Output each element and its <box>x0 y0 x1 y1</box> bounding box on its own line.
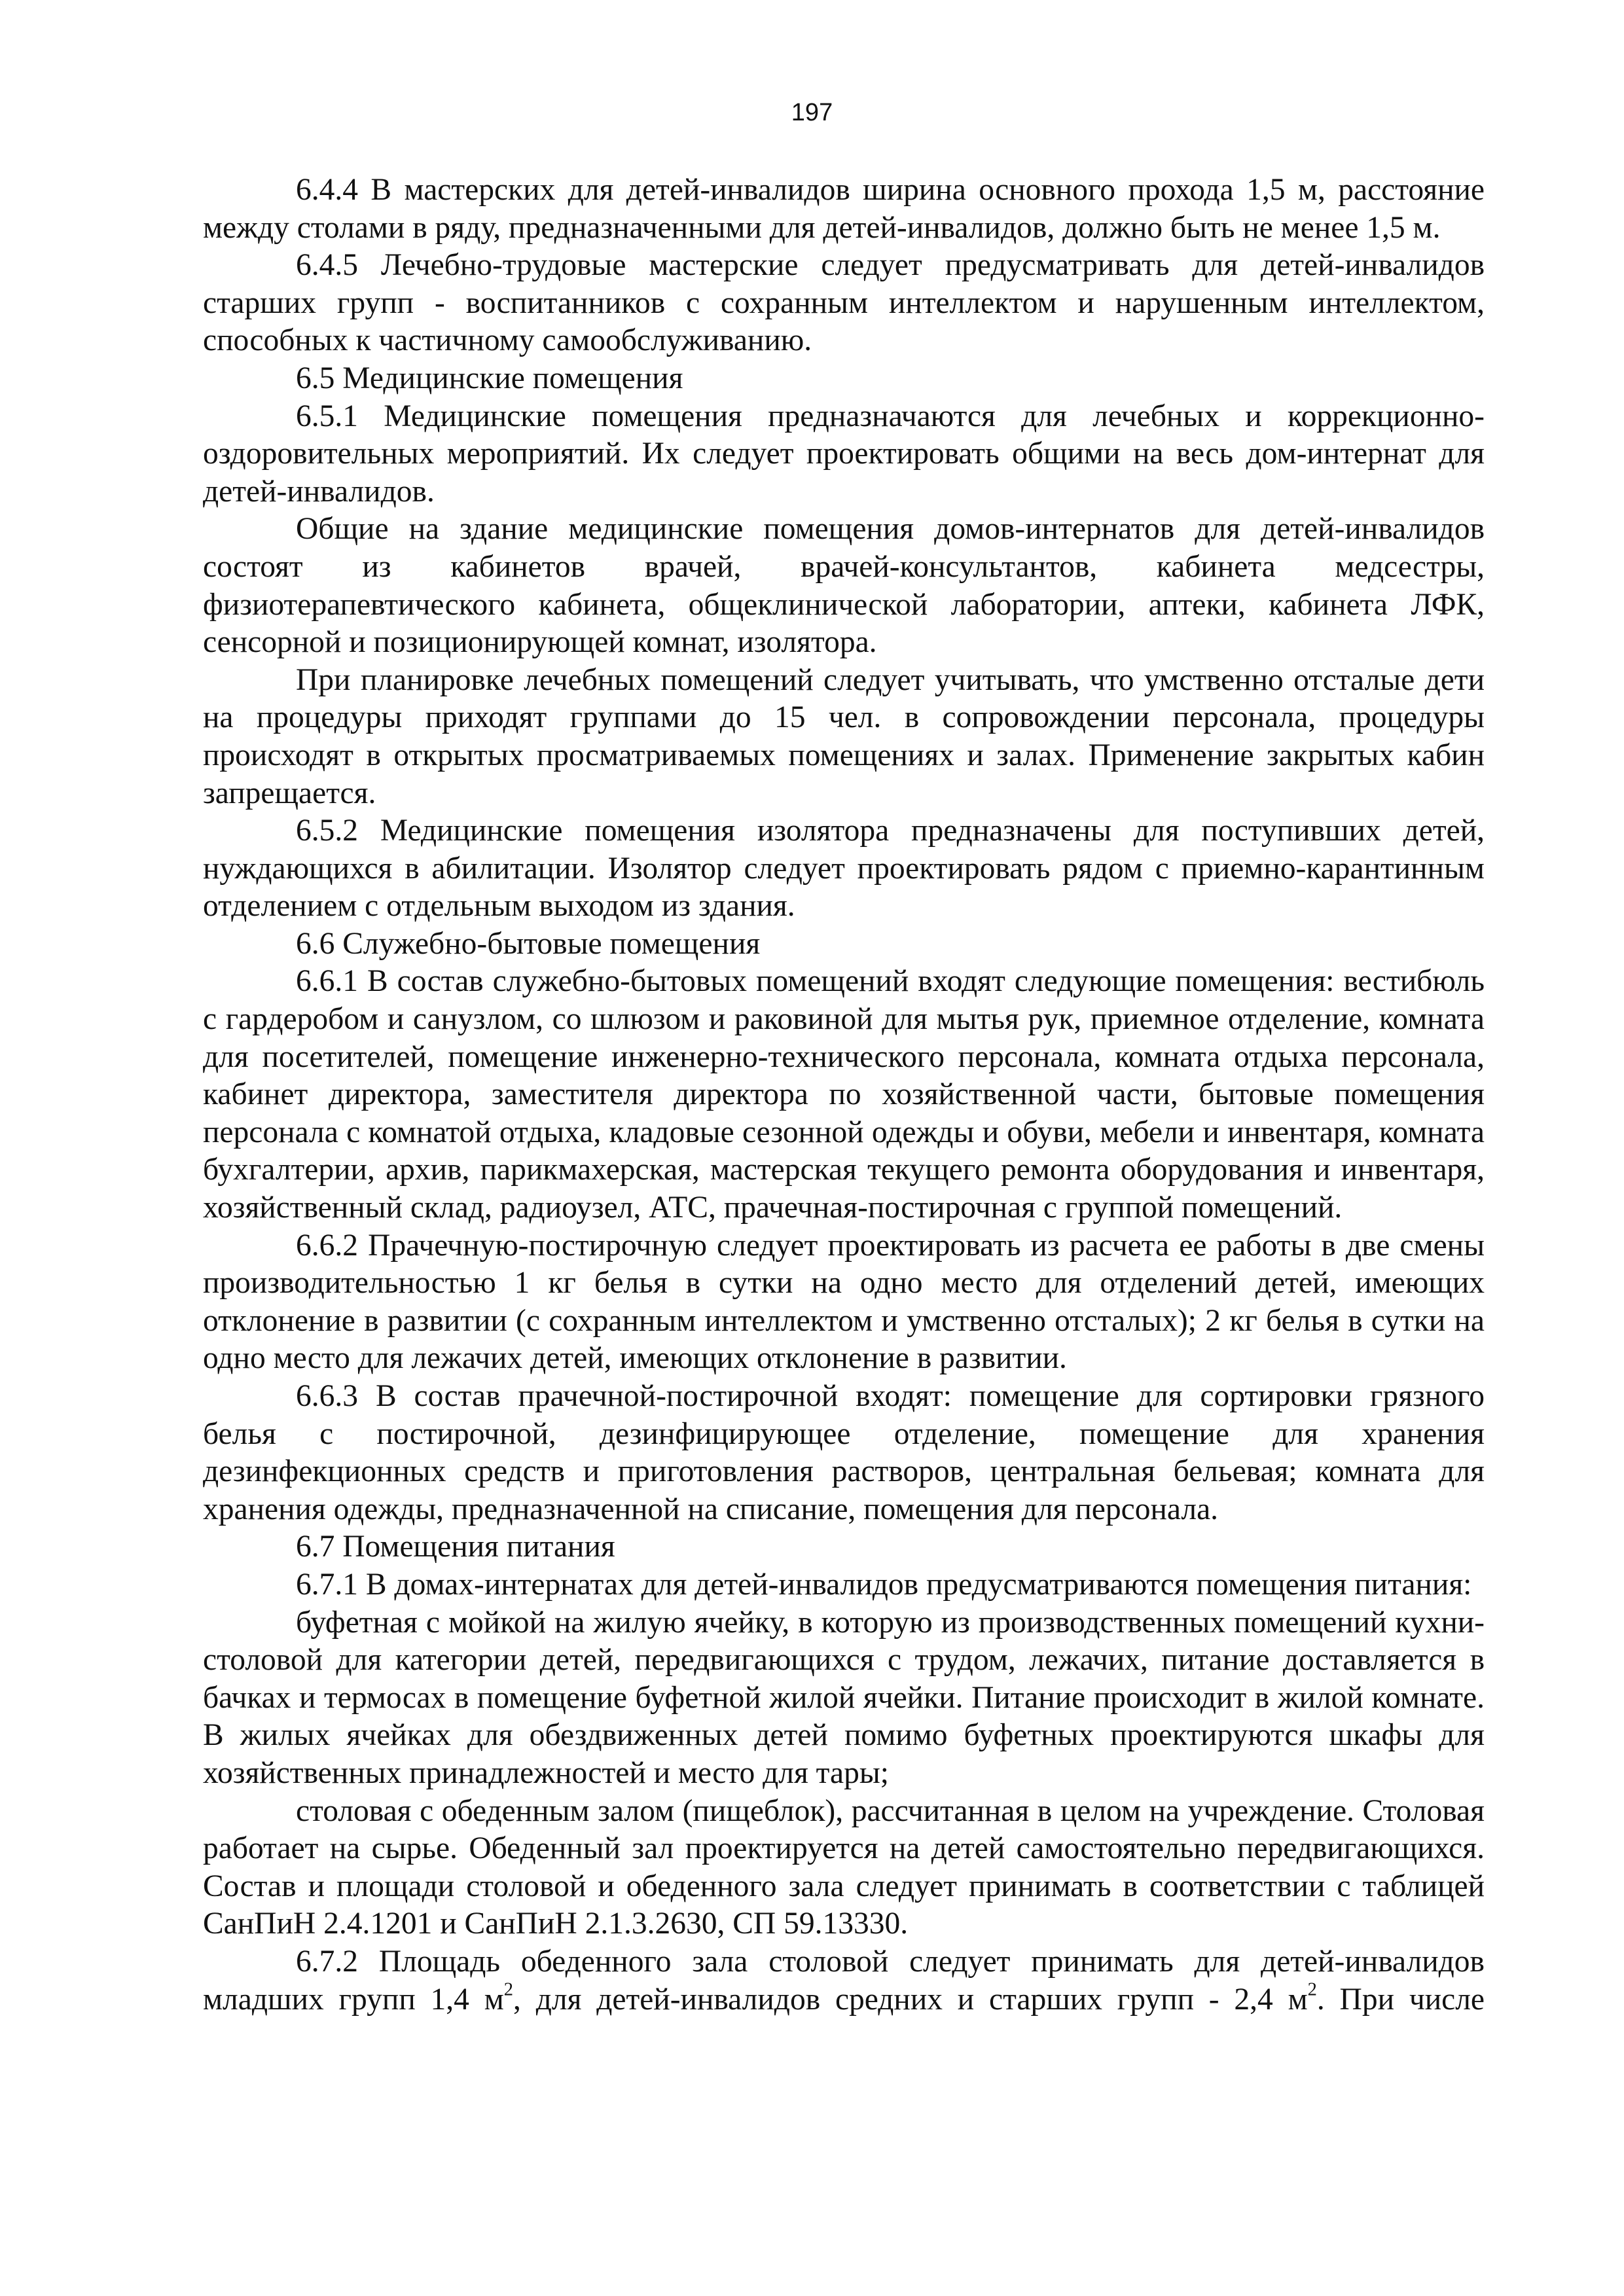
square-meter-superscript: 2 <box>503 1979 514 2000</box>
paragraph-6-7-2 <box>203 1943 1485 2018</box>
paragraph-6-7-2-part1: 6.7.2 Площадь обеденного зала столовой следует принимать для детей-инвалидов младших групп 1,4 м <box>203 1944 1485 2017</box>
document-body <box>203 171 1485 2018</box>
paragraph-canteen: столовая с обеденным залом (пищеблок), рассчитанная в целом на учреждение. Столовая работает на сырье. Обеденный зал проектируется на детей самостоятельно передвигающихся. Состав и площади столовой и обеденного зала следует принимать в соответствии с таблицей СанПиН 2.4.1201 и СанПиН 2.1.3.2630, СП 59.13330. <box>203 1793 1485 1941</box>
paragraph-medical-rooms: Общие на здание медицинские помещения домов-интернатов для детей-инвалидов состоят из кабинетов врачей, врачей-консультантов, кабинета медсестры, физиотерапевтического кабинета, общеклинической лаборатории, аптеки, кабинета ЛФК, сенсорной и позиционирующей комнат, изолятора. <box>203 512 1485 660</box>
paragraph-6-6-2: 6.6.2 Прачечную-постирочную следует проектировать из расчета ее работы в две смены производительностью 1 кг белья в сутки на одно место для отделений детей, имеющих отклонение в развитии (с сохранным интеллектом и умственно отсталых); 2 кг белья в сутки на одно место для лежачих детей, имеющих отклонение в развитии. <box>203 1228 1485 1376</box>
heading-6-5: 6.5 Медицинские помещения <box>296 361 683 395</box>
heading-6-7: 6.7 Помещения питания <box>296 1530 615 1564</box>
paragraph-6-4-4: 6.4.4 В мастерских для детей-инвалидов ширина основного прохода 1,5 м, расстояние между столами в ряду, предназначенными для детей-инвалидов, должно быть не менее 1,5 м. <box>203 173 1485 245</box>
paragraph-6-4-5: 6.4.5 Лечебно-трудовые мастерские следует предусматривать для детей-инвалидов старших групп - воспитанников с сохранным интеллектом и нарушенным интеллектом, способных к частичному самообслуживанию. <box>203 248 1485 358</box>
paragraph-buffet: буфетная с мойкой на жилую ячейку, в которую из производственных помещений кухни-столовой для категории детей, передвигающихся с трудом, лежачих, питание доставляется в бачках и термосах в помещение буфетной жилой ячейки. Питание происходит в жилой комнате. В жилых ячейках для обездвиженных детей помимо буфетных проектируются шкафы для хозяйственных принадлежностей и место для тары; <box>203 1605 1485 1790</box>
paragraph-treatment-planning: При планировке лечебных помещений следует учитывать, что умственно отсталые дети на процедуры приходят группами до 15 чел. в сопровождении персонала, процедуры происходят в открытых просматриваемых помещениях и залах. Применение закрытых кабин запрещается. <box>203 662 1485 810</box>
page-number: 197 <box>791 99 833 126</box>
square-meter-superscript: 2 <box>1307 1979 1317 2000</box>
paragraph-6-7-2-part3: . При числе <box>1316 1982 1485 2017</box>
heading-6-6: 6.6 Служебно-бытовые помещения <box>296 926 761 961</box>
paragraph-6-7-2-part2: , для детей-инвалидов средних и старших групп - 2,4 м <box>513 1982 1308 2017</box>
paragraph-6-7-1: 6.7.1 В домах-интернатах для детей-инвалидов предусматриваются помещения питания: <box>296 1567 1472 1602</box>
paragraph-6-6-3: 6.6.3 В состав прачечной-постирочной входят: помещение для сортировки грязного белья с постирочной, дезинфицирующее отделение, помещение для хранения дезинфекционных средств и приготовления растворов, центральная бельевая; комната для хранения одежды, предназначенной на списание, помещения для персонала. <box>203 1379 1485 1526</box>
paragraph-6-5-2: 6.5.2 Медицинские помещения изолятора предназначены для поступивших детей, нуждающихся в абилитации. Изолятор следует проектировать рядом с приемно-карантинным отделением с отдельным выходом из здания. <box>203 814 1485 924</box>
paragraph-6-6-1: 6.6.1 В состав служебно-бытовых помещений входят следующие помещения: вестибюль с гардеробом и санузлом, со шлюзом и раковиной для мытья рук, приемное отделение, комната для посетителей, помещение инженерно-технического персонала, комната отдыха персонала, кабинет директора, заместителя директора по хозяйственной части, бытовые помещения персонала с комнатой отдыха, кладовые сезонной одежды и обуви, мебели и инвентаря, комната бухгалтерии, архив, парикмахерская, мастерская текущего ремонта оборудования и инвентаря, хозяйственный склад, радиоузел, АТС, прачечная-постирочная с группой помещений. <box>203 964 1485 1225</box>
paragraph-6-5-1: 6.5.1 Медицинские помещения предназначаются для лечебных и коррекционно-оздоровительных мероприятий. Их следует проектировать общими на весь дом-интернат для детей-инвалидов. <box>203 399 1485 509</box>
